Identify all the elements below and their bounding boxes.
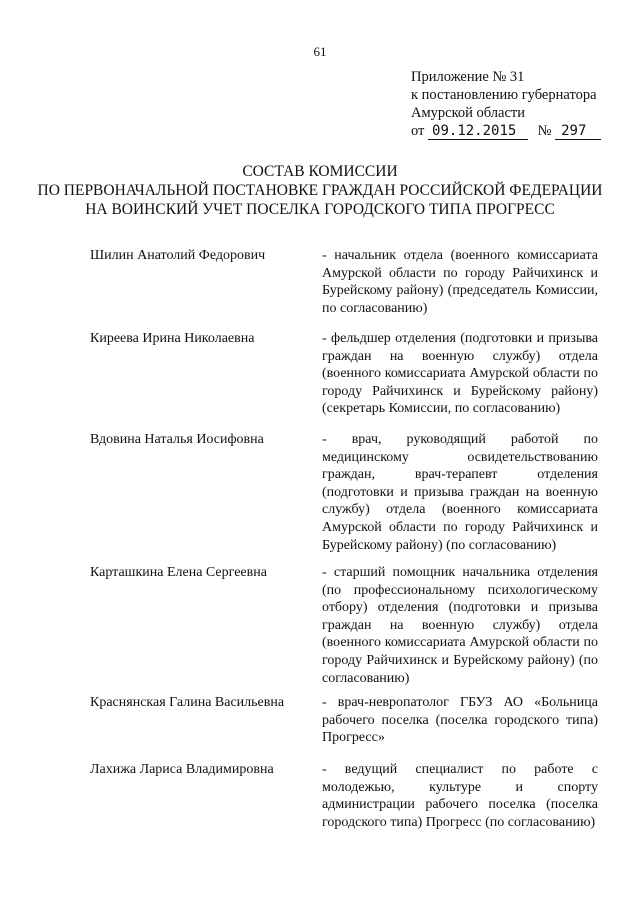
heading-line-1: СОСТАВ КОМИССИИ <box>242 163 398 180</box>
member-role: - врач, руководящий работой по медицинскому освидетельствованию граждан, врач-терапевт отделения (подготовки и призыва граждан на военную службу) отдела (военного комиссариата Амурской области по городу Райчихинск и Бурейскому району) (по согласованию) <box>322 432 598 553</box>
heading-line-2: ПО ПЕРВОНАЧАЛЬНОЙ ПОСТАНОВКЕ ГРАЖДАН РОССИЙСКОЙ ФЕДЕРАЦИИ <box>37 182 603 199</box>
member-name: Шилин Анатолий Федорович <box>90 248 266 263</box>
member-name: Лахижа Лариса Владимировна <box>90 762 274 777</box>
member-role: - ведущий специалист по работе с молодежью, культуре и спорту администрации рабочего поселка (поселка городского типа) Прогресс (по согласованию) <box>322 762 598 830</box>
member-name: Киреева Ирина Николаевна <box>90 331 255 346</box>
appendix-decree: к постановлению губернатора <box>411 87 597 103</box>
decree-number: 297 <box>555 124 601 140</box>
member-role: - старший помощник начальника отделения (по профессиональному психологическому отбору) отделения (подготовки и призыва граждан на военную службу) отдела (военного комиссариата Амурской области по городу Райчихинск и Бурейскому району) (по согласованию) <box>322 565 598 686</box>
member-role: - начальник отдела (военного комиссариата Амурской области по городу Райчихинск и Бурейскому району) (председатель Комиссии, по согласованию) <box>322 248 598 316</box>
member-role: - фельдшер отделения (подготовки и призыва граждан на военную службу) отдела (военного комиссариата Амурской области по городу Райчихинск и Бурейскому району) (секретарь Комиссии, по согласованию) <box>322 331 598 417</box>
member-name: Карташкина Елена Сергеевна <box>90 565 267 580</box>
number-label: № <box>537 123 552 139</box>
member-name: Вдовина Наталья Иосифовна <box>90 432 264 447</box>
member-name: Краснянская Галина Васильевна <box>90 695 285 710</box>
from-label: от <box>411 123 425 139</box>
heading-line-3: НА ВОИНСКИЙ УЧЕТ ПОСЕЛКА ГОРОДСКОГО ТИПА ПРОГРЕСС <box>85 201 555 218</box>
appendix-date-line <box>411 122 601 140</box>
appendix-title: Приложение № 31 <box>411 69 525 85</box>
decree-date: 09.12.2015 <box>428 124 528 140</box>
appendix-block <box>411 68 601 140</box>
appendix-region: Амурской области <box>411 105 525 121</box>
page-number: 61 <box>313 44 327 59</box>
member-role: - врач-невропатолог ГБУЗ АО «Больница рабочего поселка (поселка городского типа) Прогресс» <box>322 695 598 746</box>
document-heading <box>0 162 640 219</box>
